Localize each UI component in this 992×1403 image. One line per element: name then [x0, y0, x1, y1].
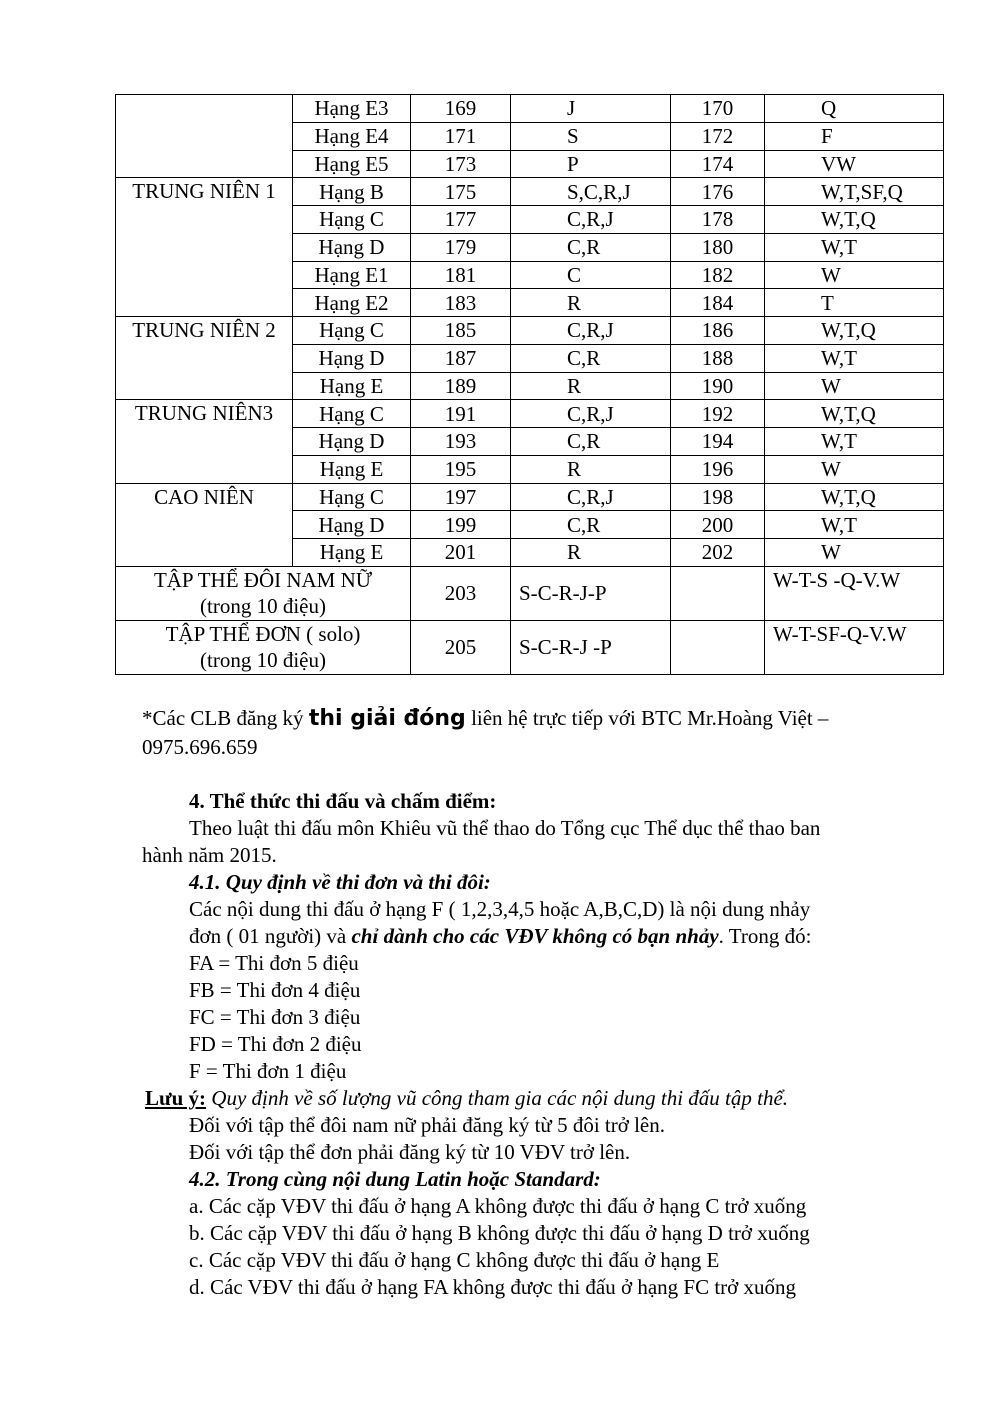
solo-item: FA = Thi đơn 5 điệu: [189, 951, 359, 975]
standard-dances-cell: W,T,Q: [765, 206, 944, 234]
standard-number-cell: 202: [671, 539, 765, 567]
standard-dances-cell: VW: [765, 150, 944, 178]
sub1-line-2-post: . Trong đó:: [718, 924, 812, 948]
sub1-line-2-em: chỉ dành cho các VĐV không có bạn nhảy: [351, 924, 719, 948]
class-cell: Hạng E: [293, 455, 411, 483]
age-group-cell: CAO NIÊN: [116, 483, 293, 566]
latin-dances-cell: P: [511, 150, 671, 178]
standard-number-cell: 188: [671, 344, 765, 372]
latin-number-cell: 189: [411, 372, 511, 400]
latin-number-cell: 185: [411, 317, 511, 345]
latin-dances-cell: S: [511, 122, 671, 150]
latin-dances-cell: C,R: [511, 233, 671, 261]
note-prefix: *Các CLB đăng ký: [142, 706, 309, 730]
sub2-item: d. Các VĐV thi đấu ở hạng FA không được thi đấu ở hạng FC trở xuống: [189, 1275, 797, 1299]
standard-dances-cell: W,T: [765, 344, 944, 372]
latin-number-cell: 199: [411, 511, 511, 539]
age-group-cell: TRUNG NIÊN 2: [116, 317, 293, 400]
sub1-line-2: [142, 923, 922, 950]
latin-dances-cell: J: [511, 95, 671, 123]
standard-dances-cell: W: [765, 539, 944, 567]
standard-number-cell: 192: [671, 400, 765, 428]
standard-number-cell: 178: [671, 206, 765, 234]
standard-number-cell: 194: [671, 428, 765, 456]
standard-number-cell: [671, 620, 765, 674]
latin-number-cell: 181: [411, 261, 511, 289]
team-rule-2: Đối với tập thể đơn phải đăng ký từ 10 VĐV trở lên.: [189, 1140, 631, 1164]
standard-number-cell: 172: [671, 122, 765, 150]
team-name-cell: [116, 620, 411, 674]
latin-number-cell: 201: [411, 539, 511, 567]
luu-y-label: Lưu ý:: [145, 1086, 207, 1110]
sub2-item: b. Các cặp VĐV thi đấu ở hạng B không được thi đấu ở hạng D trở xuống: [189, 1221, 810, 1245]
team-rule-1: Đối với tập thể đôi nam nữ phải đăng ký từ 5 đôi trở lên.: [189, 1113, 665, 1137]
latin-number-cell: 205: [411, 620, 511, 674]
standard-dances-cell: W: [765, 455, 944, 483]
sub1-line-2-pre: đơn ( 01 người) và: [189, 924, 352, 948]
latin-number-cell: 171: [411, 122, 511, 150]
latin-dances-cell: R: [511, 372, 671, 400]
latin-dances-cell: R: [511, 455, 671, 483]
latin-number-cell: 177: [411, 206, 511, 234]
table-row: [116, 317, 944, 345]
table-row: [116, 400, 944, 428]
latin-number-cell: 173: [411, 150, 511, 178]
standard-dances-cell: W,T,SF,Q: [765, 178, 944, 206]
latin-number-cell: 169: [411, 95, 511, 123]
standard-number-cell: [671, 566, 765, 620]
latin-dances-cell: C: [511, 261, 671, 289]
latin-number-cell: 193: [411, 428, 511, 456]
intro-line-1: Theo luật thi đấu môn Khiêu vũ thể thao do Tổng cục Thể dục thể thao ban: [189, 816, 821, 840]
class-cell: Hạng C: [293, 400, 411, 428]
sub2-heading: 4.2. Trong cùng nội dung Latin hoặc Standard:: [189, 1167, 601, 1191]
class-cell: Hạng E3: [293, 95, 411, 123]
standard-dances-cell: W,T: [765, 233, 944, 261]
latin-dances-cell: C,R: [511, 344, 671, 372]
solo-item: F = Thi đơn 1 điệu: [189, 1059, 347, 1083]
standard-number-cell: 200: [671, 511, 765, 539]
latin-dances-cell: C,R: [511, 511, 671, 539]
standard-dances-cell: W,T,Q: [765, 317, 944, 345]
latin-dances-cell: S,C,R,J: [511, 178, 671, 206]
standard-number-cell: 182: [671, 261, 765, 289]
standard-number-cell: 184: [671, 289, 765, 317]
standard-number-cell: 186: [671, 317, 765, 345]
standard-dances-cell: W,T: [765, 511, 944, 539]
standard-dances-cell: W: [765, 261, 944, 289]
latin-dances-cell: C,R,J: [511, 400, 671, 428]
standard-dances-cell: W-T-S -Q-V.W: [765, 566, 944, 620]
team-name-cell: [116, 566, 411, 620]
team-name-line-1: TẬP THỂ ĐƠN ( solo): [165, 622, 361, 647]
standard-dances-cell: T: [765, 289, 944, 317]
class-cell: Hạng E4: [293, 122, 411, 150]
latin-dances-cell: S-C-R-J-P: [511, 566, 671, 620]
class-cell: Hạng E2: [293, 289, 411, 317]
class-cell: Hạng B: [293, 178, 411, 206]
standard-number-cell: 190: [671, 372, 765, 400]
section-4-heading: 4. Thể thức thi đấu và chấm điểm:: [189, 789, 497, 813]
latin-number-cell: 195: [411, 455, 511, 483]
team-row: [116, 566, 944, 620]
team-name-line-2: (trong 10 điệu): [200, 648, 326, 673]
solo-item: FD = Thi đơn 2 điệu: [189, 1032, 362, 1056]
latin-dances-cell: C,R,J: [511, 317, 671, 345]
class-cell: Hạng E: [293, 539, 411, 567]
latin-dances-cell: C,R: [511, 428, 671, 456]
table-row: [116, 483, 944, 511]
class-cell: Hạng D: [293, 233, 411, 261]
latin-number-cell: 179: [411, 233, 511, 261]
latin-number-cell: 187: [411, 344, 511, 372]
class-cell: Hạng E1: [293, 261, 411, 289]
standard-number-cell: 198: [671, 483, 765, 511]
note-phone: 0975.696.659: [142, 735, 258, 759]
standard-dances-cell: F: [765, 122, 944, 150]
class-cell: Hạng C: [293, 206, 411, 234]
luu-y-line: [142, 1085, 922, 1112]
latin-dances-cell: C,R,J: [511, 483, 671, 511]
class-cell: Hạng E: [293, 372, 411, 400]
age-group-cell: TRUNG NIÊN 1: [116, 178, 293, 317]
latin-number-cell: 175: [411, 178, 511, 206]
solo-item: FB = Thi đơn 4 điệu: [189, 978, 361, 1002]
note-suffix: liên hệ trực tiếp với BTC Mr.Hoàng Việt –: [465, 706, 829, 730]
latin-dances-cell: R: [511, 539, 671, 567]
team-name-line-2: (trong 10 điệu): [200, 594, 326, 619]
luu-y-text: Quy định về số lượng vũ công tham gia các nội dung thi đấu tập thể.: [206, 1086, 789, 1110]
event-table-body: [116, 95, 944, 675]
class-cell: Hạng C: [293, 317, 411, 345]
sub1-line-1: Các nội dung thi đấu ở hạng F ( 1,2,3,4,5 hoặc A,B,C,D) là nội dung nhảy: [189, 897, 811, 921]
age-group-cell: TRUNG NIÊN3: [116, 400, 293, 483]
standard-dances-cell: W: [765, 372, 944, 400]
latin-number-cell: 203: [411, 566, 511, 620]
section-4: [142, 788, 922, 1301]
age-group-cell: [116, 95, 293, 178]
team-name-line-1: TẬP THỂ ĐÔI NAM NỮ: [153, 568, 373, 593]
registration-note: [142, 704, 922, 761]
latin-dances-cell: C,R,J: [511, 206, 671, 234]
sub1-heading: 4.1. Quy định về thi đơn và thi đôi:: [189, 870, 491, 894]
standard-dances-cell: W,T,Q: [765, 483, 944, 511]
class-cell: Hạng D: [293, 428, 411, 456]
intro-line-2: hành năm 2015.: [142, 843, 277, 867]
standard-number-cell: 180: [671, 233, 765, 261]
class-cell: Hạng E5: [293, 150, 411, 178]
standard-number-cell: 174: [671, 150, 765, 178]
class-cell: Hạng C: [293, 483, 411, 511]
note-bold: thi giải đóng: [308, 706, 466, 731]
standard-dances-cell: W-T-SF-Q-V.W: [765, 620, 944, 674]
standard-number-cell: 170: [671, 95, 765, 123]
standard-number-cell: 196: [671, 455, 765, 483]
standard-dances-cell: W,T: [765, 428, 944, 456]
latin-number-cell: 183: [411, 289, 511, 317]
event-table: [115, 94, 944, 675]
latin-number-cell: 197: [411, 483, 511, 511]
solo-item: FC = Thi đơn 3 điệu: [189, 1005, 361, 1029]
class-cell: Hạng D: [293, 511, 411, 539]
latin-dances-cell: S-C-R-J -P: [511, 620, 671, 674]
standard-dances-cell: Q: [765, 95, 944, 123]
team-row: [116, 620, 944, 674]
latin-number-cell: 191: [411, 400, 511, 428]
sub2-item: c. Các cặp VĐV thi đấu ở hạng C không được thi đấu ở hạng E: [189, 1248, 720, 1272]
standard-number-cell: 176: [671, 178, 765, 206]
standard-dances-cell: W,T,Q: [765, 400, 944, 428]
latin-dances-cell: R: [511, 289, 671, 317]
table-row: [116, 95, 944, 123]
class-cell: Hạng D: [293, 344, 411, 372]
table-row: [116, 178, 944, 206]
sub2-item: a. Các cặp VĐV thi đấu ở hạng A không được thi đấu ở hạng C trở xuống: [189, 1194, 807, 1218]
